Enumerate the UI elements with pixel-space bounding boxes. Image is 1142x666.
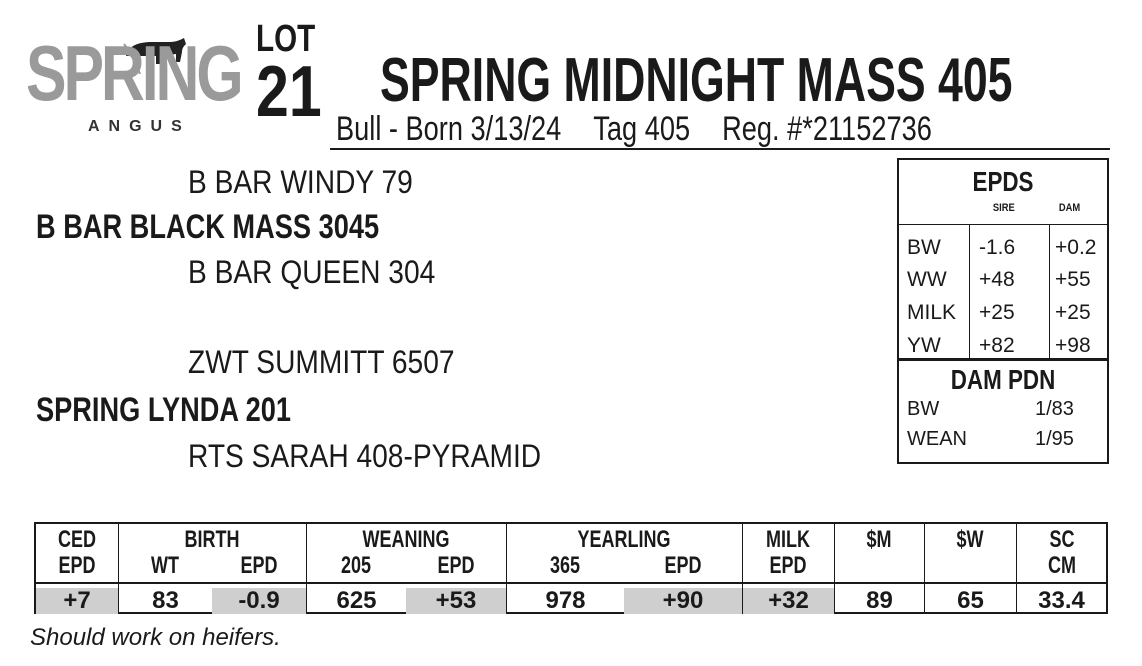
header-yearling: YEARLING xyxy=(577,526,671,553)
header-sc: SC xyxy=(1049,526,1075,553)
header-dollar-w: $W xyxy=(956,526,984,553)
sire: B BAR BLACK MASS 3045 xyxy=(36,208,380,246)
lot-number: 21 xyxy=(256,52,322,132)
header-wean-epd: EPD xyxy=(437,552,475,579)
header-weaning: WEANING xyxy=(362,526,450,553)
header-year-365: 365 xyxy=(549,552,581,579)
sire-sire: B BAR WINDY 79 xyxy=(188,164,413,200)
lot-label: LOT xyxy=(256,18,316,60)
value-birth-wt: 83 xyxy=(152,587,179,614)
dam-pdn-row-wean: WEAN 1/95 xyxy=(907,428,1074,450)
logo-subtitle: ANGUS xyxy=(88,118,191,135)
dam-pdn-title: DAM PDN xyxy=(950,364,1056,395)
performance-table xyxy=(34,522,1108,614)
value-wean-205: 625 xyxy=(336,587,377,614)
header-dollar-m: $M xyxy=(866,526,892,553)
value-year-365: 978 xyxy=(545,587,586,614)
epd-box xyxy=(897,158,1109,464)
dam-pdn-row-bw: BW 1/83 xyxy=(907,398,1074,420)
dam-column-header: DAM xyxy=(1058,202,1081,214)
animal-name: SPRING MIDNIGHT MASS 405 xyxy=(380,46,1013,115)
epds-title: EPDS xyxy=(972,166,1034,197)
header-milk: MILK xyxy=(766,526,810,553)
dam: SPRING LYNDA 201 xyxy=(36,391,291,429)
header-birth-epd: EPD xyxy=(240,552,278,579)
sire-dam: B BAR QUEEN 304 xyxy=(188,254,436,290)
title-rule xyxy=(330,148,1110,150)
sex-birth-date: Bull - Born 3/13/24 xyxy=(336,110,562,148)
header-sc-cm: CM xyxy=(1047,552,1076,579)
header-ced-epd: EPD xyxy=(58,552,96,579)
value-milk-epd: +32 xyxy=(743,588,834,614)
header-birth: BIRTH xyxy=(184,526,240,553)
epd-row-bw: BW -1.6 +0.2 xyxy=(907,236,1097,259)
dam-dam: RTS SARAH 408-PYRAMID xyxy=(188,438,542,474)
header-birth-wt: WT xyxy=(151,552,179,579)
value-wean-epd: +53 xyxy=(406,588,506,614)
epd-row-milk: MILK +25 +25 xyxy=(907,301,1091,324)
lot-note: Should work on heifers. xyxy=(30,624,281,651)
header-year-epd: EPD xyxy=(664,552,702,579)
value-year-epd: +90 xyxy=(624,588,742,614)
spring-angus-logo xyxy=(26,29,266,144)
tag-number: Tag 405 xyxy=(593,110,691,148)
value-birth-epd: -0.9 xyxy=(212,588,306,614)
header-ced: CED xyxy=(57,526,96,553)
dam-sire: ZWT SUMMITT 6507 xyxy=(188,344,455,380)
logo-word: SPRING xyxy=(26,29,241,117)
value-ced: +7 xyxy=(36,588,118,614)
value-dollar-w: 65 xyxy=(957,587,984,614)
epd-row-ww: WW +48 +55 xyxy=(907,268,1091,291)
value-sc: 33.4 xyxy=(1038,587,1085,614)
epd-row-yw: YW +82 +98 xyxy=(907,334,1091,357)
registration-number: Reg. #*21152736 xyxy=(722,110,932,148)
value-dollar-m: 89 xyxy=(866,587,893,614)
animal-details xyxy=(336,112,964,146)
header-wean-205: 205 xyxy=(340,552,372,579)
header-milk-epd: EPD xyxy=(769,552,807,579)
sire-column-header: SIRE xyxy=(992,202,1015,214)
